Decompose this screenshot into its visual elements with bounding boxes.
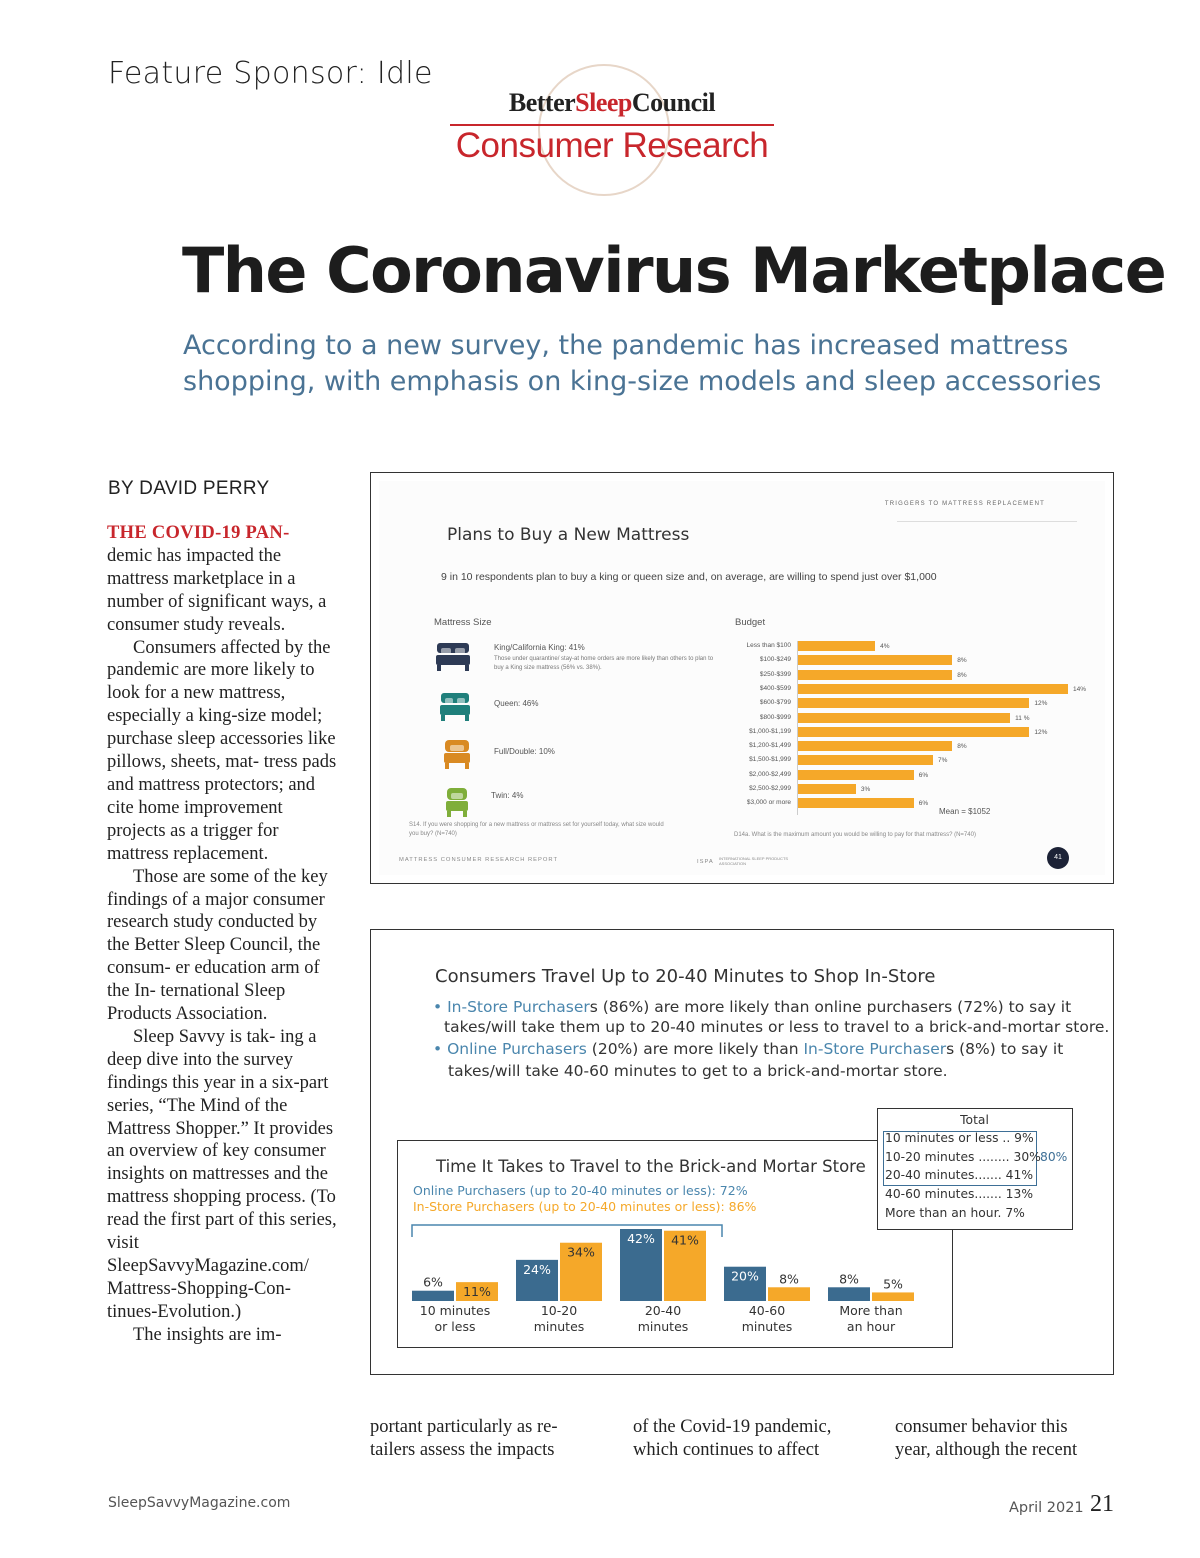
budget-value-label: 14% xyxy=(1073,685,1087,693)
travel-time-chart xyxy=(397,1140,953,1348)
logo-consumer-research: Consumer Research xyxy=(455,126,769,165)
total-summary-box xyxy=(877,1108,1073,1230)
bullet-online xyxy=(433,1039,1063,1060)
budget-category: $400-$599 xyxy=(759,684,791,692)
body-column-2 xyxy=(370,1416,557,1462)
category-label: minutes xyxy=(741,1319,793,1334)
subtitle-line: shopping, with emphasis on king-size models and sleep accessories xyxy=(183,366,1102,397)
mattress-size-label: Mattress Size xyxy=(434,617,492,628)
bar-instore xyxy=(768,1287,810,1301)
king-bed-icon xyxy=(435,639,471,673)
budget-category: $2,000-$2,499 xyxy=(749,770,791,778)
bar-online xyxy=(828,1287,870,1301)
total-row: 40-60 minutes....... 13% xyxy=(885,1187,1034,1201)
ispa-logo: ISPA xyxy=(697,859,714,865)
size-question-note: S14. If you were shopping for a new mattress or mattress set for yourself today, what size would you buy? (N=740) xyxy=(409,822,664,837)
budget-bar xyxy=(798,713,1010,723)
bullet-instore-cont: takes/will take them up to 20-40 minutes or less to travel to a brick-and-mortar store. xyxy=(444,1018,1110,1036)
full-bed-icon xyxy=(439,737,475,771)
text-line: of the Covid-19 pandemic, xyxy=(633,1417,832,1437)
subtitle-line: According to a new survey, the pandemic has increased mattress xyxy=(183,330,1069,361)
size-note-king: Those under quarantine/ stay-at home orders are more likely than others to plan to buy a King size mattress (56% vs. 38%). xyxy=(494,656,714,671)
budget-value-label: 4% xyxy=(880,643,890,650)
bullet-text: s (8%) to say it xyxy=(946,1040,1064,1058)
bullet-text: (20%) are more likely than xyxy=(586,1040,804,1058)
twin-bed-icon xyxy=(439,785,475,819)
paragraph xyxy=(107,522,339,637)
category-label: minutes xyxy=(637,1319,689,1334)
bar-value-label: 8% xyxy=(779,1271,799,1287)
paragraph-text: demic has impacted the mattress marketplace in a number of significant ways, a consumer study reveals. xyxy=(107,545,327,635)
combined-percent: 80% xyxy=(1040,1150,1068,1164)
bar-value-label: 42% xyxy=(627,1231,655,1246)
budget-chart xyxy=(719,641,1087,831)
budget-bar xyxy=(798,741,952,751)
slide-page-badge: 41 xyxy=(1047,847,1069,869)
budget-label: Budget xyxy=(735,617,766,628)
bullet-instore xyxy=(433,997,1071,1018)
body-column-3 xyxy=(633,1416,831,1462)
footer-site: SleepSavvyMagazine.com xyxy=(108,1495,291,1511)
budget-question-note: D14a. What is the maximum amount you would be willing to pay for that mattress? (N=740) xyxy=(734,832,976,838)
bar-value-label: 41% xyxy=(671,1232,699,1248)
budget-value-label: 12% xyxy=(1034,728,1048,736)
paragraph: The insights are im- xyxy=(133,1324,282,1345)
budget-category: $250-$399 xyxy=(759,670,791,678)
text-line: consumer behavior this xyxy=(895,1417,1068,1437)
budget-category: Less than $100 xyxy=(746,642,791,649)
size-label-full: Full/Double: 10% xyxy=(494,747,555,756)
budget-bar xyxy=(798,655,952,665)
category-label: 40-60 xyxy=(748,1303,786,1318)
body-column-4 xyxy=(895,1416,1077,1462)
budget-value-label: 6% xyxy=(918,771,929,779)
budget-category: $600-$799 xyxy=(759,699,791,707)
text-line: year, although the recent xyxy=(895,1440,1078,1460)
paragraph: Consumers affected by the pandemic are more likely to look for a new mattress, especially a king-size model; purchase sleep accessories like pillows, sheets, mat- tress pads and mattress protectors; and cite home improvement projects as a trigger for mattress replacement. xyxy=(107,637,337,864)
legend-instore: In-Store Purchasers (up to 20-40 minutes or less): 86% xyxy=(413,1199,757,1214)
budget-category: $3,000 or more xyxy=(746,799,791,807)
budget-category: $100-$249 xyxy=(759,656,791,664)
bar-value-label: 5% xyxy=(883,1276,903,1292)
budget-bar xyxy=(798,698,1029,708)
bullet-text: s (86%) are more likely than online purchasers (72%) to say it xyxy=(589,998,1072,1016)
size-label-twin: Twin: 4% xyxy=(491,791,524,800)
chart-title: Time It Takes to Travel to the Brick-and Mortar Store xyxy=(436,1157,866,1176)
bsc-logo xyxy=(450,88,774,118)
text-line: which continues to affect xyxy=(633,1440,820,1460)
bullet-online-cont: takes/will take 40-60 minutes to get to a brick-and-mortar store. xyxy=(448,1062,948,1080)
total-row: 10 minutes or less .. 9% xyxy=(885,1131,1034,1145)
budget-value-label: 8% xyxy=(957,671,967,679)
budget-bar xyxy=(798,670,952,680)
budget-bar xyxy=(798,784,856,794)
budget-category: $1,200-$1,499 xyxy=(749,742,791,750)
bar-value-label: 6% xyxy=(423,1274,443,1290)
text-line: portant particularly as re- xyxy=(370,1417,558,1437)
body-column-1 xyxy=(107,522,339,1347)
budget-value-label: 8% xyxy=(957,657,967,665)
category-label: 10 minutes xyxy=(419,1303,491,1318)
logo-council: Council xyxy=(631,88,716,117)
category-label: 10-20 xyxy=(540,1303,578,1318)
legend-online: Online Purchasers (up to 20-40 minutes or less): 72% xyxy=(413,1183,748,1198)
bullet-dot: • xyxy=(433,1040,443,1058)
bar-value-label: 11% xyxy=(463,1284,491,1300)
article-subtitle xyxy=(183,328,1143,400)
budget-category: $1,000-$1,199 xyxy=(749,727,791,735)
budget-bar xyxy=(798,684,1068,694)
text-line: tailers assess the impacts xyxy=(370,1440,555,1460)
figure-title: Consumers Travel Up to 20-40 Minutes to Shop In-Store xyxy=(435,966,936,987)
budget-mean: Mean = $1052 xyxy=(939,807,991,816)
slide-subtitle: 9 in 10 respondents plan to buy a king or queen size and, on average, are willing to spend just over $1,000 xyxy=(441,571,937,583)
category-label: 20-40 xyxy=(644,1303,682,1318)
category-label: More than xyxy=(839,1303,903,1318)
budget-bar xyxy=(798,727,1029,737)
bar-value-label: 34% xyxy=(567,1244,595,1260)
bar-online xyxy=(412,1291,454,1301)
category-label: an hour xyxy=(846,1319,896,1334)
budget-bar xyxy=(798,641,875,651)
bar-value-label: 24% xyxy=(523,1261,551,1277)
total-header: Total xyxy=(960,1113,989,1127)
budget-value-label: 7% xyxy=(938,757,948,765)
online-highlight: Online Purchasers xyxy=(447,1040,587,1058)
total-row: 20-40 minutes....... 41% xyxy=(885,1168,1034,1182)
bar-value-label: 8% xyxy=(839,1271,859,1287)
tag-underline xyxy=(897,521,1077,522)
size-label-queen: Queen: 46% xyxy=(494,699,539,708)
total-row: 10-20 minutes ........ 30% xyxy=(885,1150,1041,1164)
budget-category: $1,500-$1,999 xyxy=(749,756,791,764)
figure-travel-time xyxy=(370,929,1114,1375)
logo-sleep: Sleep xyxy=(575,88,632,117)
instore-highlight: In-Store Purchaser xyxy=(803,1040,947,1058)
budget-value-label: 6% xyxy=(918,800,929,808)
ispa-org-name: INTERNATIONAL SLEEP PRODUCTS ASSOCIATION xyxy=(719,856,789,866)
size-label-king: King/California King: 41% xyxy=(494,643,585,652)
slide-section-tag: TRIGGERS TO MATTRESS REPLACEMENT xyxy=(884,501,1045,507)
paragraph: Those are some of the key findings of a major consumer research study conducted by the Better Sleep Council, the consum- er education arm of the In- ternational Sleep Products Association. xyxy=(107,866,328,1025)
report-footer: MATTRESS CONSUMER RESEARCH REPORT xyxy=(399,857,559,863)
total-row: More than an hour. 7% xyxy=(885,1206,1025,1220)
article-title: The Coronavirus Marketplace xyxy=(182,234,1166,307)
budget-value-label: 3% xyxy=(860,786,871,793)
footer-date: April 2021 xyxy=(1009,1500,1084,1516)
instore-highlight: In-Store Purchaser xyxy=(447,998,590,1016)
budget-value-label: 11 % xyxy=(1015,714,1030,722)
paragraph: Sleep Savvy is tak- ing a deep dive into the survey findings this year in a six-part series, “The Mind of the Mattress Shopper.” It provides an overview of key consumer insights on mattresses and the mattress shopping process. (To read the first part of this series, visit SleepSavvyMagazine.com/ Mattress-Shopping-Con- tinues-Evolution.) xyxy=(107,1026,337,1322)
logo-better: Better xyxy=(508,88,576,117)
bar-value-label: 20% xyxy=(731,1268,759,1284)
bar-instore xyxy=(872,1292,914,1301)
budget-category: $2,500-$2,999 xyxy=(749,785,791,792)
figure-plans-to-buy xyxy=(370,472,1114,884)
budget-value-label: 12% xyxy=(1034,700,1048,708)
budget-value-label: 8% xyxy=(957,743,967,751)
category-label: minutes xyxy=(533,1319,585,1334)
queen-bed-icon xyxy=(437,689,473,723)
budget-bar xyxy=(798,770,914,780)
slide xyxy=(379,481,1105,875)
budget-category: $800-$999 xyxy=(759,713,791,721)
drop-cap-lead: THE COVID-19 PAN- xyxy=(107,523,290,543)
page-number: 21 xyxy=(1090,1491,1114,1517)
travel-bars xyxy=(398,1141,951,1346)
feature-sponsor: Feature Sponsor: Idle xyxy=(108,56,433,91)
slide-title: Plans to Buy a New Mattress xyxy=(447,525,690,545)
byline: BY DAVID PERRY xyxy=(108,478,270,499)
budget-bar xyxy=(798,755,933,765)
category-label: or less xyxy=(434,1319,476,1334)
bullet-dot: • xyxy=(433,998,443,1016)
budget-bar xyxy=(798,798,914,808)
